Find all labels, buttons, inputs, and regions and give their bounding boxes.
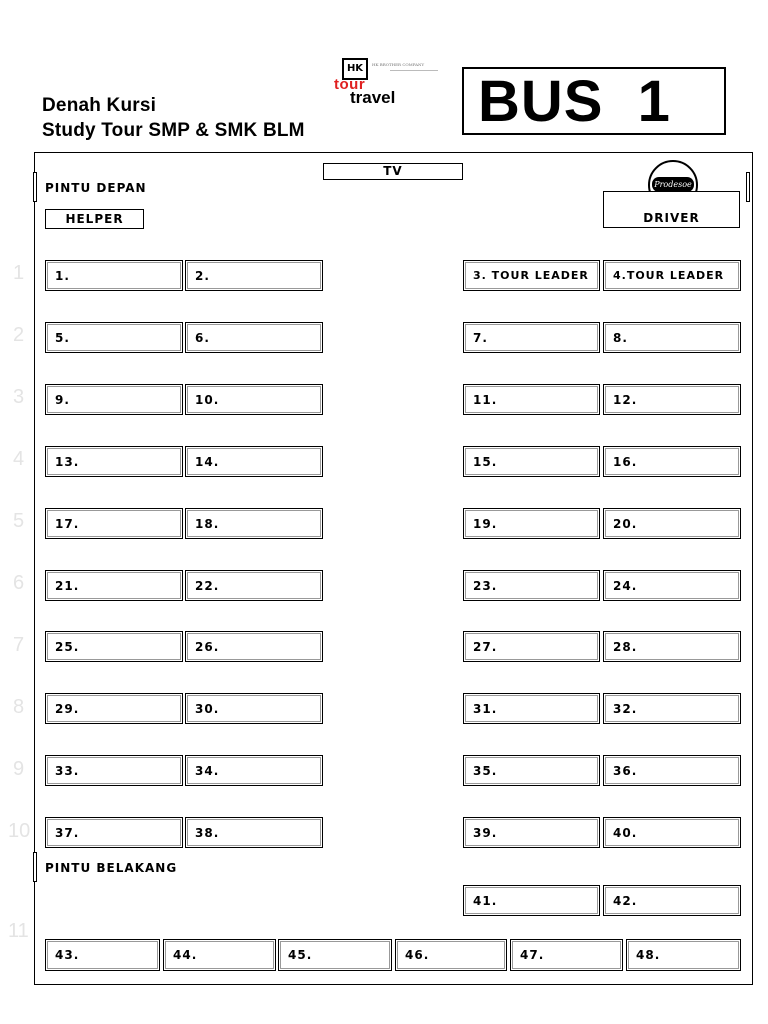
seat[interactable]: 9. [45,384,183,415]
seat[interactable]: 33. [45,755,183,786]
seat[interactable]: 37. [45,817,183,848]
row-number: 2 [13,324,25,346]
seat[interactable]: 1. [45,260,183,291]
seat[interactable]: 45. [278,939,392,971]
row-number: 6 [13,572,25,594]
seat[interactable]: 10. [185,384,323,415]
seat[interactable]: 46. [395,939,507,971]
tv-box [323,163,463,180]
row-number: 4 [13,448,25,470]
row-number: 7 [13,634,25,656]
seat[interactable]: 36. [603,755,741,786]
steering-brand-label: Prodesoe [652,177,694,192]
seat[interactable]: 21. [45,570,183,601]
seat[interactable]: 42. [603,885,741,916]
seat[interactable]: 20. [603,508,741,539]
driver-seat [603,191,740,228]
seat[interactable]: 41. [463,885,600,916]
row-number: 5 [13,510,25,532]
driver-label: DRIVER [643,211,700,225]
seat[interactable]: 13. [45,446,183,477]
page-subtitle: Study Tour SMP & SMK BLM [42,120,305,141]
company-logo [330,52,450,112]
logo-divider [390,70,438,71]
logo-company-text: HK BROTHER COMPANY [372,62,425,67]
seat[interactable]: 32. [603,693,741,724]
seat[interactable]: 48. [626,939,741,971]
seat[interactable]: 11. [463,384,600,415]
seat[interactable]: 24. [603,570,741,601]
seat[interactable]: 29. [45,693,183,724]
seat[interactable]: 17. [45,508,183,539]
row-number: 1 [13,262,25,284]
seat[interactable]: 7. [463,322,600,353]
row-number: 9 [13,758,25,780]
driver-door-marker [746,172,750,202]
seat[interactable]: 44. [163,939,276,971]
seat[interactable]: 2. [185,260,323,291]
seat[interactable]: 26. [185,631,323,662]
seat[interactable]: 43. [45,939,160,971]
seat[interactable]: 18. [185,508,323,539]
seat[interactable]: 27. [463,631,600,662]
seat[interactable]: 19. [463,508,600,539]
back-door-label: PINTU BELAKANG [45,861,178,875]
seat[interactable]: 39. [463,817,600,848]
seat[interactable]: 25. [45,631,183,662]
front-door-marker [33,172,37,202]
seat[interactable]: 6. [185,322,323,353]
seat[interactable]: 35. [463,755,600,786]
seat[interactable]: 34. [185,755,323,786]
seat[interactable]: 15. [463,446,600,477]
seat[interactable]: 38. [185,817,323,848]
seat[interactable]: 40. [603,817,741,848]
logo-mark: HK [342,58,368,80]
page-title: Denah Kursi [42,95,157,116]
seat[interactable]: 5. [45,322,183,353]
seat-tour-leader[interactable]: 4.TOUR LEADER [603,260,741,291]
seat[interactable]: 16. [603,446,741,477]
seat[interactable]: 30. [185,693,323,724]
row-number: 3 [13,386,25,408]
bus-number-label: BUS 1 [462,67,726,135]
seat-tour-leader[interactable]: 3. TOUR LEADER [463,260,600,291]
seat[interactable]: 8. [603,322,741,353]
seat[interactable]: 23. [463,570,600,601]
seat[interactable]: 28. [603,631,741,662]
seat[interactable]: 31. [463,693,600,724]
seat[interactable]: 14. [185,446,323,477]
front-door-label: PINTU DEPAN [45,181,147,195]
row-number: 8 [13,696,25,718]
seat[interactable]: 22. [185,570,323,601]
helper-label: HELPER [65,212,124,226]
row-number: 10 [8,820,31,842]
helper-seat [45,209,144,229]
tv-label: TV [383,164,403,178]
seat[interactable]: 47. [510,939,623,971]
seat[interactable]: 12. [603,384,741,415]
row-number: 11 [8,920,29,942]
back-door-marker [33,852,37,882]
logo-word-travel: travel [350,88,396,107]
logo-word-tour: tour [334,76,366,93]
